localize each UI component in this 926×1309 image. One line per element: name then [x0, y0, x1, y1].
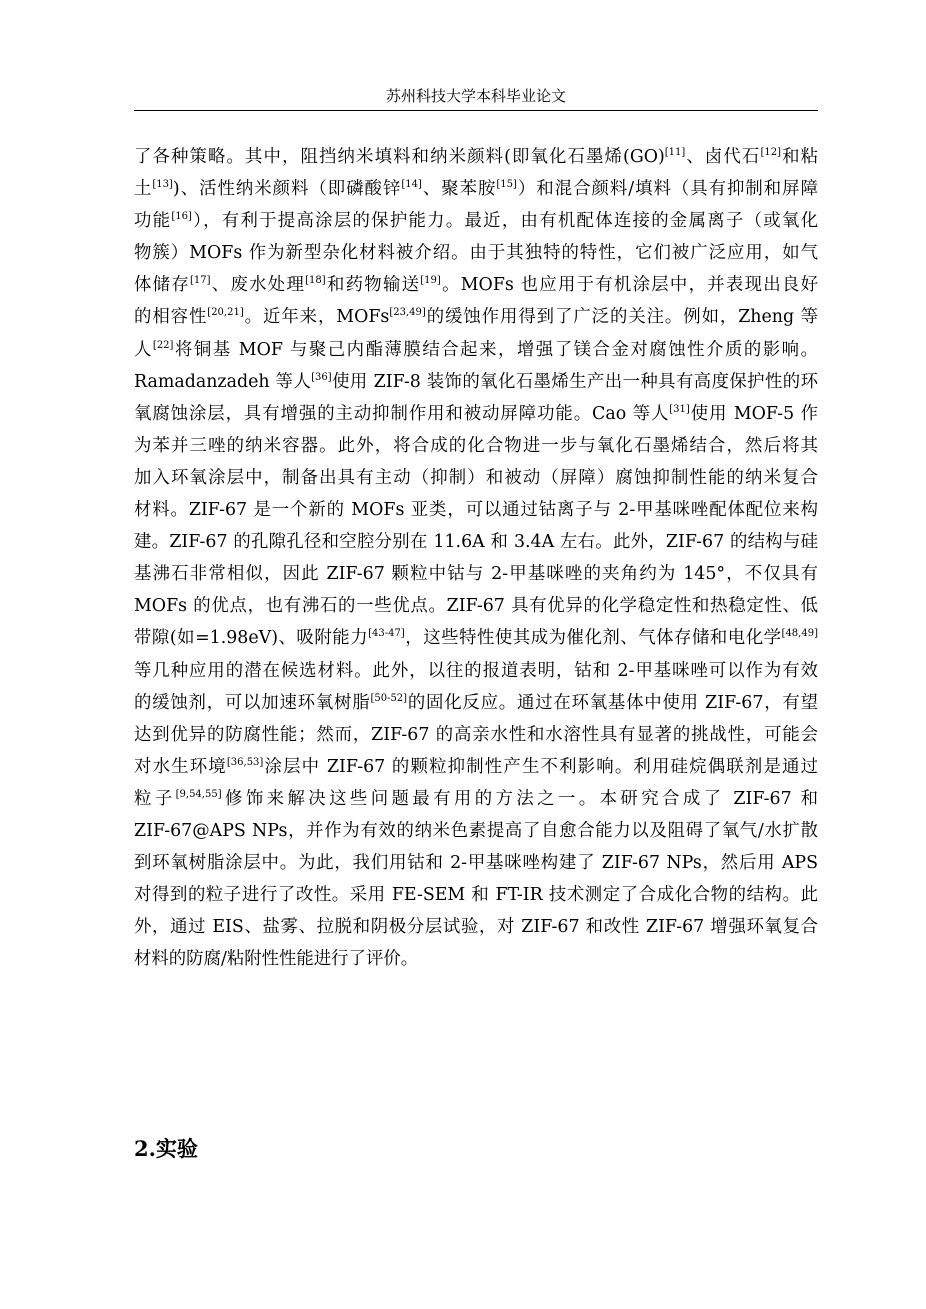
- text-run: ，这些特性使其成为催化剂、气体存储和电化学: [404, 628, 782, 649]
- text-run: 氧腐蚀涂层，具有增强的主动抑制作用和被动屏障功能。Cao 等人: [134, 403, 670, 424]
- text-line: [134, 430, 818, 462]
- text-run: 的缓蚀作用得到了广泛的关注。例如，Zheng 等: [425, 307, 818, 328]
- text-line: [134, 141, 818, 173]
- text-run: 土: [134, 179, 153, 200]
- text-run: 为苯并三唑的纳米容器。此外，将合成的化合物进一步与氧化石墨烯结合，然后将其: [134, 435, 818, 456]
- citation-ref: [19]: [420, 275, 441, 287]
- text-run: 达到优异的防腐性能；然而，ZIF-67 的高亲水性和水溶性具有显著的挑战性，可能会: [134, 724, 818, 745]
- text-line: [134, 398, 818, 430]
- text-run: 加入环氧涂层中，制备出具有主动（抑制）和被动（屏障）腐蚀抑制性能的纳米复合: [134, 467, 818, 488]
- section-heading: 2.实验: [134, 1136, 198, 1161]
- text-line: [134, 687, 818, 719]
- text-run: 的缓蚀剂，可以加速环氧树脂: [134, 692, 371, 713]
- text-line: [134, 269, 818, 301]
- text-run: 修饰来解决这些问题最有用的方法之一。本研究合成了 ZIF-67 和: [221, 788, 818, 809]
- text-run: 。近年来，MOFs: [243, 307, 390, 328]
- text-line: [134, 173, 818, 205]
- citation-ref: [18]: [305, 275, 326, 287]
- text-line: [134, 655, 818, 687]
- text-run: 粒子: [134, 788, 176, 809]
- text-run: 。MOFs 也应用于有机涂层中，并表现出良好: [440, 275, 818, 296]
- text-run: 的固化反应。通过在环氧基体中使用 ZIF-67，有望: [407, 692, 818, 713]
- citation-ref: [20,21]: [207, 307, 244, 319]
- text-line: [134, 783, 818, 815]
- text-run: 和粘: [780, 147, 818, 167]
- text-line: [134, 558, 818, 590]
- text-line: [134, 526, 818, 558]
- text-run: ），有利于提高涂层的保护能力。最近，由有机配体连接的金属离子（或氧化: [191, 211, 818, 232]
- text-run: 功能: [134, 211, 172, 232]
- text-line: [134, 815, 818, 847]
- citation-ref: [48,49]: [781, 628, 818, 640]
- text-run: 等几种应用的潜在候选材料。此外，以往的报道表明，钴和 2-甲基咪唑可以作为有效: [134, 660, 818, 681]
- citation-ref: [13]: [152, 179, 173, 191]
- text-run: 材料的防腐/粘附性性能进行了评价。: [134, 949, 419, 970]
- text-line: [134, 911, 818, 943]
- citation-ref: [36,53]: [226, 756, 264, 768]
- text-line: [134, 847, 818, 879]
- text-run: 到环氧树脂涂层中。为此，我们用钴和 2-甲基咪唑构建了 ZIF-67 NPs，然后用 APS: [134, 853, 818, 874]
- text-line: [134, 205, 818, 237]
- citation-ref: [31]: [669, 403, 690, 415]
- text-run: 涂层中 ZIF-67 的颗粒抑制性产生不利影响。利用硅烷偶联剂是通过: [263, 756, 818, 777]
- text-run: 基沸石非常相似，因此 ZIF-67 颗粒中钴与 2-甲基咪唑的夹角约为 145°，不仅具有: [134, 564, 818, 585]
- text-run: ）和混合颜料/填料（具有抑制和屏障: [516, 179, 818, 200]
- citation-ref: [17]: [190, 275, 211, 287]
- text-line: [134, 879, 818, 911]
- text-run: 和药物输送: [325, 275, 421, 296]
- text-line: [134, 301, 818, 333]
- text-line: [134, 366, 818, 398]
- citation-ref: [36]: [311, 371, 332, 383]
- citation-ref: [43-47]: [368, 628, 405, 640]
- header-rule: [134, 110, 818, 111]
- text-run: )、活性纳米颜料（即磷酸锌: [172, 179, 402, 200]
- text-run: 、聚苯胺: [421, 179, 497, 200]
- text-run: 体储存: [134, 275, 190, 296]
- text-run: 材料。ZIF-67 是一个新的 MOFs 亚类，可以通过钴离子与 2-甲基咪唑配体配位来构: [134, 500, 818, 521]
- citation-ref: [16]: [171, 211, 192, 223]
- text-run: 对得到的粒子进行了改性。采用 FE-SEM 和 FT-IR 技术测定了合成化合物的结构。此: [134, 885, 818, 906]
- text-line: [134, 622, 818, 654]
- text-run: 人: [134, 339, 153, 360]
- text-run: 建。ZIF-67 的孔隙孔径和空腔分别在 11.6A 和 3.4A 左右。此外，ZIF-67 的结构与硅: [134, 532, 818, 553]
- text-run: 使用 MOF-5 作: [689, 403, 818, 424]
- text-line: [134, 494, 818, 526]
- text-line: [134, 462, 818, 494]
- text-line: [134, 751, 818, 783]
- citation-ref: [9,54,55]: [175, 788, 222, 800]
- page-header: 苏州科技大学本科毕业论文: [385, 87, 566, 105]
- text-run: ZIF-67@APS NPs，并作为有效的纳米色素提高了自愈合能力以及阻碍了氧气/水扩散: [134, 820, 818, 841]
- text-run: 物簇）MOFs 作为新型杂化材料被介绍。由于其独特的特性，它们被广泛应用，如气: [134, 243, 818, 264]
- citation-ref: [15]: [496, 179, 517, 191]
- citation-ref: [11]: [664, 147, 686, 158]
- text-line: [134, 719, 818, 751]
- citation-ref: [22]: [152, 339, 174, 351]
- citation-ref: [50-52]: [370, 692, 408, 704]
- citation-ref: [12]: [760, 147, 781, 158]
- text-run: 外，通过 EIS、盐雾、拉脱和阴极分层试验，对 ZIF-67 和改性 ZIF-67 增强环氧复合: [134, 917, 818, 938]
- text-run: 带隙(如=1.98eV)、吸附能力: [134, 628, 369, 649]
- text-run: 将铜基 MOF 与聚己内酯薄膜结合起来，增强了镁合金对腐蚀性介质的影响。: [173, 339, 818, 360]
- text-run: 了各种策略。其中，阻挡纳米填料和纳米颜料(即氧化石墨烯(GO): [134, 147, 665, 167]
- text-run: 对水生环境: [134, 756, 227, 777]
- text-run: Ramadanzadeh 等人: [134, 371, 312, 392]
- text-line: [134, 237, 818, 269]
- citation-ref: [14]: [401, 179, 422, 191]
- text-run: 、卤代石: [685, 147, 761, 167]
- text-run: 的相容性: [134, 307, 208, 328]
- text-run: 使用 ZIF-8 装饰的氧化石墨烯生产出一种具有高度保护性的环: [331, 371, 818, 392]
- body-paragraph: [134, 141, 818, 975]
- citation-ref: [23,49]: [389, 307, 426, 319]
- text-run: MOFs 的优点，也有沸石的一些优点。ZIF-67 具有优异的化学稳定性和热稳定性、低: [134, 596, 818, 617]
- text-line: [134, 334, 818, 366]
- text-line: [134, 590, 818, 622]
- text-line: [134, 943, 818, 975]
- text-run: 、废水处理: [210, 275, 306, 296]
